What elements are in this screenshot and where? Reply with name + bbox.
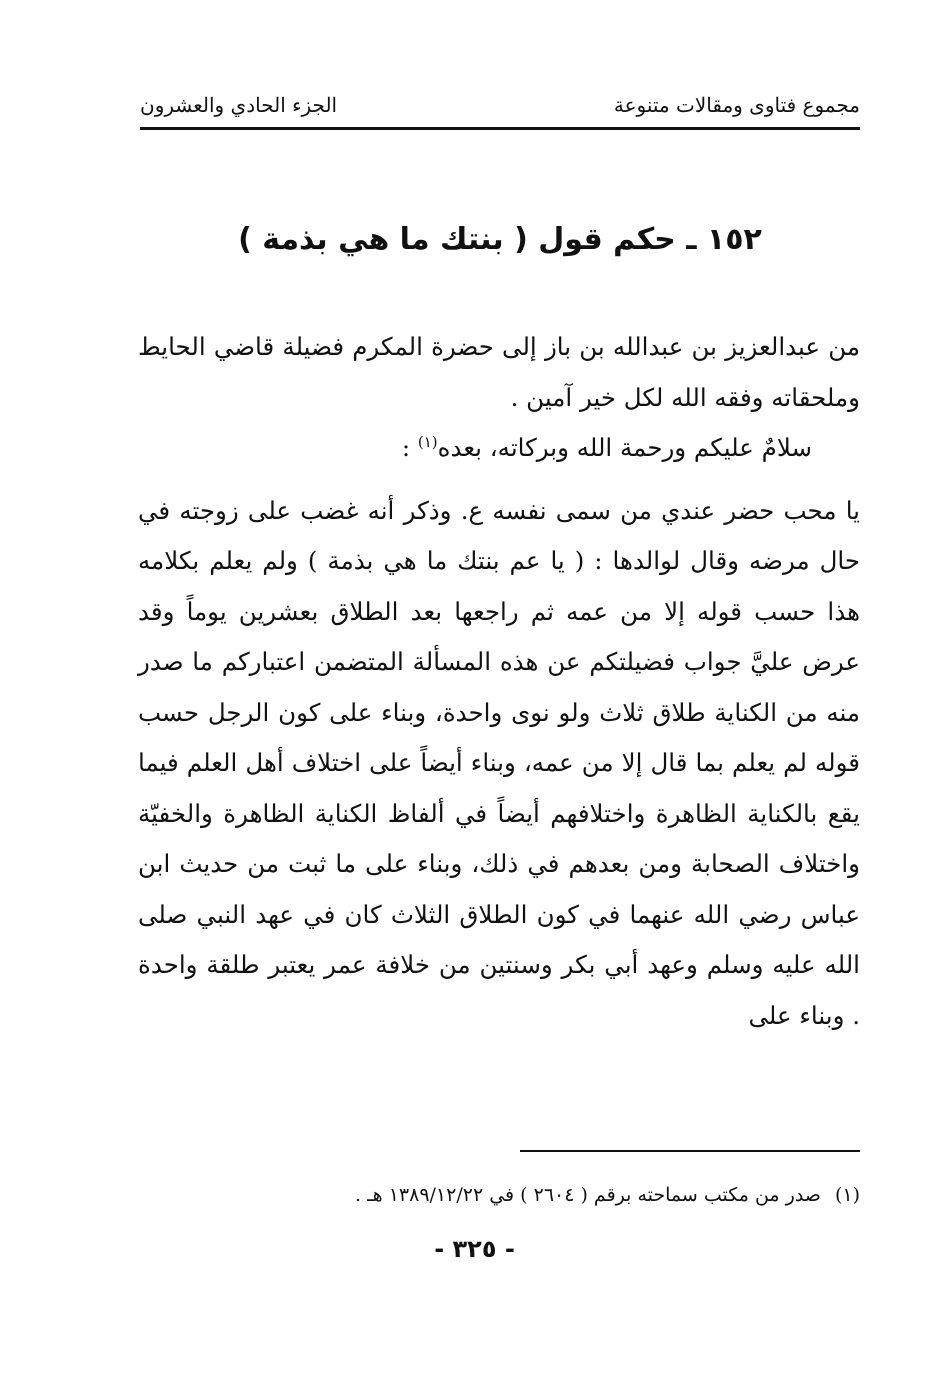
footnote-text: صدر من مكتب سماحته برقم ( ٢٦٠٤ ) في ١٣٨٩/١٢/٢٢ هـ . xyxy=(354,1184,821,1206)
salutation-text: سلامٌ عليكم ورحمة الله وبركاته، بعده xyxy=(437,433,812,462)
footnote-reference[interactable]: (١) xyxy=(417,432,438,451)
footnote-marker: (١) xyxy=(834,1184,860,1206)
salutation-end: : xyxy=(401,433,418,462)
footnote-divider xyxy=(520,1150,860,1152)
body-text xyxy=(138,322,860,1041)
intro-paragraph: من عبدالعزيز بن عبدالله بن باز إلى حضرة المكرم فضيلة قاضي الحايط وملحقاته وفقه الله لكل خير آمين . xyxy=(138,332,860,412)
volume-label: الجزء الحادي والعشرون xyxy=(140,93,338,117)
main-paragraph: يا محب حضر عندي من سمى نفسه ع. وذكر أنه غضب على زوجته في حال مرضه وقال لوالدها : ( يا عم بنتك ما هي بذمة ) ولم يعلم بكلامه هذا حسب قوله إلا من عمه ثم راجعها بعد الطلاق بعشرين يوماً وقد عرض عليَّ جواب فضيلتكم عن هذه المسألة المتضمن اعتباركم ما صدر منه من الكناية طلاق ثلاث ولو نوى واحدة، وبناء على كون الرجل حسب قوله لم يعلم بما قال إلا من عمه، وبناء أيضاً على اختلاف أهل العلم فيما يقع بالكناية الظاهرة واختلافهم أيضاً في ألفاظ الكناية الظاهرة والخفيّة واختلاف الصحابة ومن بعدهم في ذلك، وبناء على ما ثبت من حديث ابن عباس رضي الله عنهما في كون الطلاق الثلاث كان في عهد النبي صلى الله عليه وسلم وعهد أبي بكر وسنتين من خلافة عمر يعتبر طلقة واحدة . وبناء على xyxy=(138,495,860,1030)
salutation-paragraph xyxy=(138,423,860,474)
running-header xyxy=(140,88,860,122)
footnote xyxy=(140,1180,860,1210)
paragraph-gap xyxy=(138,474,860,486)
page-number: - ٣٢٥ - xyxy=(434,1235,515,1263)
chapter-title: ١٥٢ ـ حكم قول ( بنتك ما هي بذمة ) xyxy=(238,222,762,257)
book-title: مجموع فتاوى ومقالات متنوعة xyxy=(613,93,860,117)
header-divider xyxy=(140,127,860,130)
